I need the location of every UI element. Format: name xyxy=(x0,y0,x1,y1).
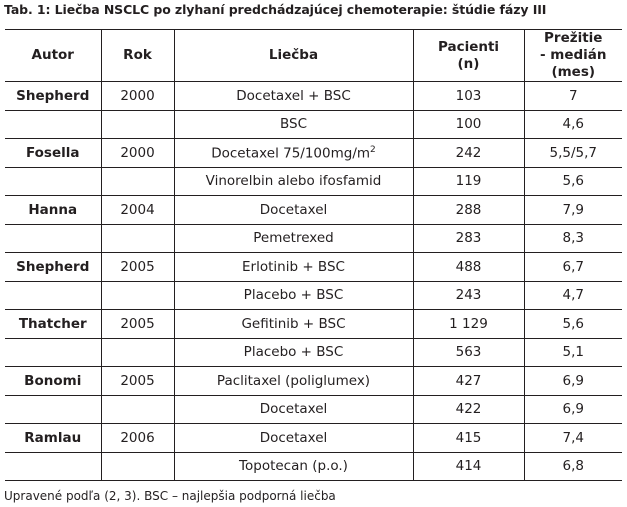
cell-patients xyxy=(413,110,524,139)
header-survival-line2: - medián (mes) xyxy=(539,47,607,80)
cell-patients-text: 488 xyxy=(455,258,482,275)
cell-year xyxy=(101,139,174,168)
cell-survival-text: 6,9 xyxy=(562,372,584,389)
cell-survival xyxy=(524,110,622,139)
cell-patients xyxy=(413,281,524,310)
cell-year xyxy=(101,452,174,481)
cell-survival xyxy=(524,395,622,424)
header-survival-line1: Prežitie xyxy=(544,30,603,46)
cell-author-text: Shepherd xyxy=(16,87,90,104)
cell-author xyxy=(5,110,101,139)
table-row xyxy=(5,395,622,424)
cell-author xyxy=(5,139,101,168)
table-body xyxy=(5,82,622,481)
cell-patients-text: 103 xyxy=(455,87,482,104)
cell-author xyxy=(5,281,101,310)
cell-patients xyxy=(413,224,524,253)
header-patients-line1: Pacienti xyxy=(437,38,500,55)
cell-survival-text: 7 xyxy=(568,87,578,104)
cell-year-text: 2006 xyxy=(120,429,155,446)
cell-year xyxy=(101,82,174,111)
cell-survival xyxy=(524,424,622,453)
cell-author-text: Hanna xyxy=(28,201,78,218)
cell-year xyxy=(101,310,174,339)
cell-patients xyxy=(413,196,524,225)
cell-treatment xyxy=(174,338,413,367)
cell-patients-text: 243 xyxy=(455,287,482,304)
cell-survival-text: 5,1 xyxy=(562,344,584,361)
cell-treatment-text: Pemetrexed xyxy=(253,230,334,247)
table-footnote: Upravené podľa (2, 3). BSC – najlepšia podporná liečba xyxy=(4,489,336,503)
unit-superscript: 2 xyxy=(370,144,376,155)
header-patients xyxy=(413,30,524,82)
cell-patients xyxy=(413,424,524,453)
cell-treatment xyxy=(174,167,413,196)
cell-author-text: Thatcher xyxy=(18,315,87,332)
cell-survival-text: 6,9 xyxy=(562,401,584,418)
cell-year xyxy=(101,424,174,453)
cell-author xyxy=(5,424,101,453)
cell-year xyxy=(101,110,174,139)
cell-survival-text: 8,3 xyxy=(562,230,584,247)
cell-patients xyxy=(413,167,524,196)
cell-year xyxy=(101,224,174,253)
cell-treatment-text: Placebo + BSC xyxy=(243,287,344,304)
header-survival xyxy=(524,30,622,82)
cell-author xyxy=(5,253,101,282)
cell-year xyxy=(101,196,174,225)
cell-treatment-text: Erlotinib + BSC xyxy=(242,258,345,275)
header-author: Autor xyxy=(5,30,101,82)
table-row xyxy=(5,82,622,111)
table-row xyxy=(5,110,622,139)
nsclc-studies-table xyxy=(5,29,622,481)
cell-year-text: 2004 xyxy=(120,201,155,218)
cell-year-text: 2005 xyxy=(120,315,155,332)
cell-author-text: Ramlau xyxy=(24,429,82,446)
table-row xyxy=(5,338,622,367)
cell-treatment xyxy=(174,224,413,253)
cell-treatment xyxy=(174,281,413,310)
cell-year-text: 2000 xyxy=(120,87,155,104)
cell-patients xyxy=(413,395,524,424)
table-row xyxy=(5,253,622,282)
cell-patients xyxy=(413,452,524,481)
cell-year-text: 2005 xyxy=(120,258,155,275)
cell-patients-text: 119 xyxy=(455,173,482,190)
cell-treatment-text: Docetaxel xyxy=(259,201,328,218)
cell-author xyxy=(5,395,101,424)
cell-treatment xyxy=(174,424,413,453)
cell-author xyxy=(5,196,101,225)
cell-author xyxy=(5,310,101,339)
cell-survival xyxy=(524,139,622,168)
cell-author xyxy=(5,367,101,396)
cell-treatment-text: Docetaxel 75/100mg/m xyxy=(211,145,371,161)
cell-survival xyxy=(524,452,622,481)
cell-treatment xyxy=(174,82,413,111)
cell-year xyxy=(101,281,174,310)
table-header-row xyxy=(5,30,622,82)
cell-patients-text: 288 xyxy=(455,201,482,218)
cell-treatment xyxy=(174,139,413,168)
table-caption: Tab. 1: Liečba NSCLC po zlyhaní predchádzajúcej chemoterapie: štúdie fázy III xyxy=(4,2,547,17)
cell-survival xyxy=(524,281,622,310)
cell-author xyxy=(5,452,101,481)
header-year: Rok xyxy=(101,30,174,82)
cell-patients xyxy=(413,139,524,168)
table-row xyxy=(5,424,622,453)
table-row xyxy=(5,139,622,168)
header-treatment: Liečba xyxy=(174,30,413,82)
cell-survival-text: 4,7 xyxy=(562,287,584,304)
table-row xyxy=(5,224,622,253)
cell-treatment-text: BSC xyxy=(279,116,308,133)
cell-treatment xyxy=(174,196,413,225)
cell-treatment-text: Docetaxel xyxy=(259,401,328,418)
cell-survival-text: 7,4 xyxy=(562,429,584,446)
cell-treatment xyxy=(174,367,413,396)
cell-patients-text: 427 xyxy=(455,372,482,389)
cell-treatment xyxy=(174,452,413,481)
cell-survival xyxy=(524,196,622,225)
cell-year xyxy=(101,367,174,396)
cell-patients-text: 283 xyxy=(455,230,482,247)
cell-treatment-text: Placebo + BSC xyxy=(243,344,344,361)
cell-author-text: Shepherd xyxy=(16,258,90,275)
cell-year-text: 2000 xyxy=(120,144,155,161)
cell-survival xyxy=(524,224,622,253)
cell-survival xyxy=(524,253,622,282)
cell-patients xyxy=(413,338,524,367)
cell-author-text: Fosella xyxy=(25,144,80,161)
cell-patients-text: 422 xyxy=(455,401,482,418)
table-row xyxy=(5,452,622,481)
table-row xyxy=(5,310,622,339)
table-row xyxy=(5,367,622,396)
cell-survival xyxy=(524,310,622,339)
cell-author xyxy=(5,82,101,111)
cell-patients xyxy=(413,367,524,396)
cell-survival-text: 7,9 xyxy=(562,201,584,218)
cell-author xyxy=(5,167,101,196)
cell-year xyxy=(101,253,174,282)
cell-patients xyxy=(413,82,524,111)
table-row xyxy=(5,281,622,310)
cell-patients-text: 563 xyxy=(455,344,482,361)
cell-survival-text: 4,6 xyxy=(562,116,584,133)
cell-patients-text: 100 xyxy=(455,116,482,133)
cell-survival-text: 5,5/5,7 xyxy=(549,144,597,161)
cell-survival-text: 5,6 xyxy=(562,315,584,332)
cell-treatment xyxy=(174,395,413,424)
cell-patients-text: 242 xyxy=(455,144,482,161)
cell-treatment-text: Vinorelbin alebo ifosfamid xyxy=(205,173,382,190)
cell-survival-text: 6,7 xyxy=(562,258,584,275)
cell-treatment-text: Paclitaxel (poliglumex) xyxy=(216,372,371,389)
cell-survival-text: 5,6 xyxy=(562,173,584,190)
cell-treatment-text: Docetaxel xyxy=(259,429,328,446)
table-row xyxy=(5,196,622,225)
cell-patients xyxy=(413,310,524,339)
table-row xyxy=(5,167,622,196)
cell-treatment-text: Gefitinib + BSC xyxy=(241,315,346,332)
cell-treatment xyxy=(174,110,413,139)
cell-author xyxy=(5,338,101,367)
cell-treatment xyxy=(174,310,413,339)
cell-survival xyxy=(524,167,622,196)
cell-survival-text: 6,8 xyxy=(562,458,584,475)
cell-author xyxy=(5,224,101,253)
cell-year xyxy=(101,395,174,424)
cell-survival xyxy=(524,338,622,367)
cell-treatment xyxy=(174,253,413,282)
cell-year xyxy=(101,167,174,196)
cell-year xyxy=(101,338,174,367)
cell-survival xyxy=(524,82,622,111)
cell-treatment-text: Docetaxel + BSC xyxy=(236,87,351,104)
cell-patients-text: 1 129 xyxy=(449,315,488,332)
cell-treatment-text: Topotecan (p.o.) xyxy=(239,458,348,475)
cell-year-text: 2005 xyxy=(120,372,155,389)
cell-patients xyxy=(413,253,524,282)
cell-patients-text: 414 xyxy=(455,458,482,475)
cell-patients-text: 415 xyxy=(455,429,482,446)
cell-survival xyxy=(524,367,622,396)
cell-author-text: Bonomi xyxy=(24,372,82,389)
header-patients-line2: (n) xyxy=(457,55,480,72)
